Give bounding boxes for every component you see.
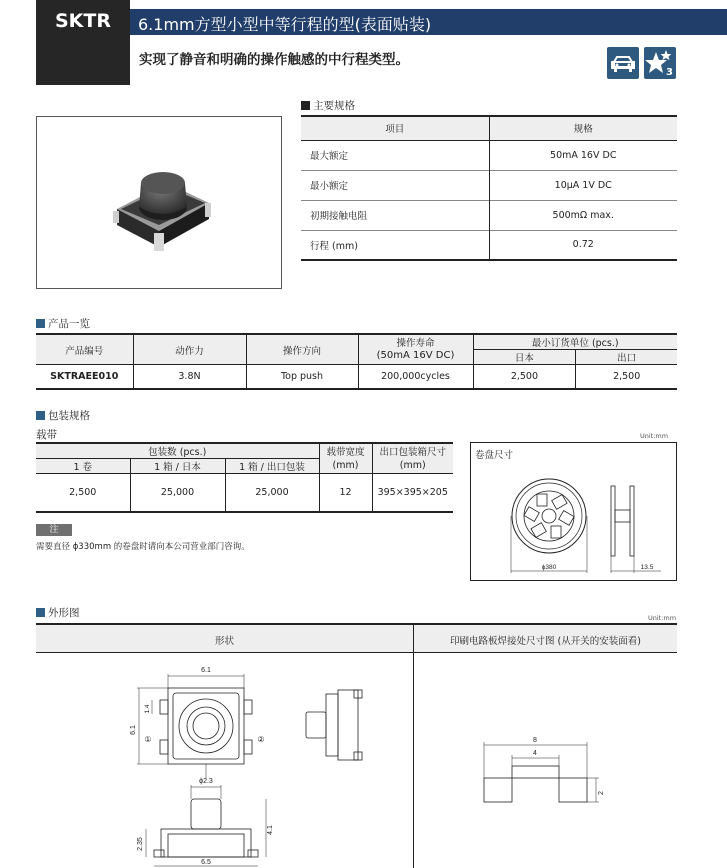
page-title: 6.1mm方型小型中等行程的型(表面贴装) <box>138 15 432 34</box>
table-row: SKTRAEE010 3.8N Top push 200,000cycles 2,500 2,500 <box>36 365 677 389</box>
table-row: 最小额定 10μA 1V DC <box>301 170 677 200</box>
table-row: 最大额定 50mA 16V DC <box>301 140 677 170</box>
outline-frame <box>36 623 677 868</box>
dim-a-label: 1.4 <box>144 704 151 714</box>
pin2-label: ② <box>257 735 265 744</box>
pcb-width-label: 8 <box>533 737 537 744</box>
dim-dia-label: ϕ2.3 <box>199 778 213 785</box>
dim-width-label: 6.1 <box>201 667 211 674</box>
specs-table <box>301 115 677 261</box>
packaging-heading: 包装规格 <box>36 408 90 423</box>
pcb-height-label: 2 <box>598 791 605 795</box>
page-subtitle: 实现了静音和明确的操作触感的中行程类型。 <box>139 52 409 68</box>
packaging-table: 包装数 (pcs.) 载带宽度 (mm) 出口包装箱尺寸 (mm) 1 卷 1 箱 / 日本 1 箱 / 出口包装 2,500 25,000 25,000 12 395×395×205 <box>36 442 453 513</box>
outline-col-pcb: 印刷电路板焊接处尺寸图 (从开关的安装面看) <box>450 636 641 647</box>
dim-b-label: 2.35 <box>137 837 144 851</box>
outline-col-shape: 形状 <box>214 636 234 647</box>
pcb-footprint-drawing <box>414 654 677 868</box>
reel-diameter-label: ϕ380 <box>541 564 557 571</box>
bullet-square-icon <box>301 101 310 110</box>
outline-header-row <box>36 625 677 653</box>
star-rating-icon <box>644 47 676 79</box>
car-icon <box>607 47 639 79</box>
product-photo <box>36 116 282 289</box>
products-heading: 产品一览 <box>36 316 90 331</box>
bullet-square-icon <box>36 319 45 328</box>
packaging-subheading: 载带 <box>36 429 57 441</box>
note-label: 注 <box>36 524 72 536</box>
pin1-label: ① <box>144 735 152 744</box>
reel-diagram <box>470 442 677 581</box>
product-code: SKTR <box>55 10 111 32</box>
header-title-bar <box>130 9 727 35</box>
reel-width-label: 13.5 <box>640 564 654 571</box>
specs-col-item: 项目 <box>301 116 489 140</box>
pcb-inner-label: 4 <box>533 750 537 757</box>
switch-outline-drawing <box>36 654 413 868</box>
packaging-unit: Unit:mm <box>640 432 669 440</box>
outline-heading: 外形图 <box>36 605 80 620</box>
bullet-square-icon <box>36 608 45 617</box>
table-row: 2,500 25,000 25,000 12 395×395×205 <box>36 474 453 512</box>
table-row: 初期接触电阻 500mΩ max. <box>301 200 677 230</box>
badge-number: 3 <box>666 67 673 78</box>
dim-c-label: 4.1 <box>267 825 274 835</box>
header-code-box <box>36 0 130 85</box>
outline-unit: Unit:mm <box>648 614 677 622</box>
reel-title: 卷盘尺寸 <box>475 450 514 461</box>
specs-col-spec: 规格 <box>573 124 593 136</box>
bullet-square-icon <box>36 411 45 420</box>
note-text: 需要直径 ϕ330mm 的卷盘时请向本公司营业部门咨询。 <box>36 542 250 552</box>
dim-d-label: 6.5 <box>201 859 211 866</box>
products-table: 产品编号 动作力 操作方向 操作寿命 (50mA 16V DC) 最小订货单位 (pcs.) 日本 出口 SKTRAEE010 3.8N Top push 200,000cycles 2,500 2,500 <box>36 333 677 390</box>
specs-heading: 主要规格 <box>301 98 355 113</box>
dim-height-label: 6.1 <box>130 725 137 735</box>
table-row: 行程 (mm) 0.72 <box>301 230 677 260</box>
